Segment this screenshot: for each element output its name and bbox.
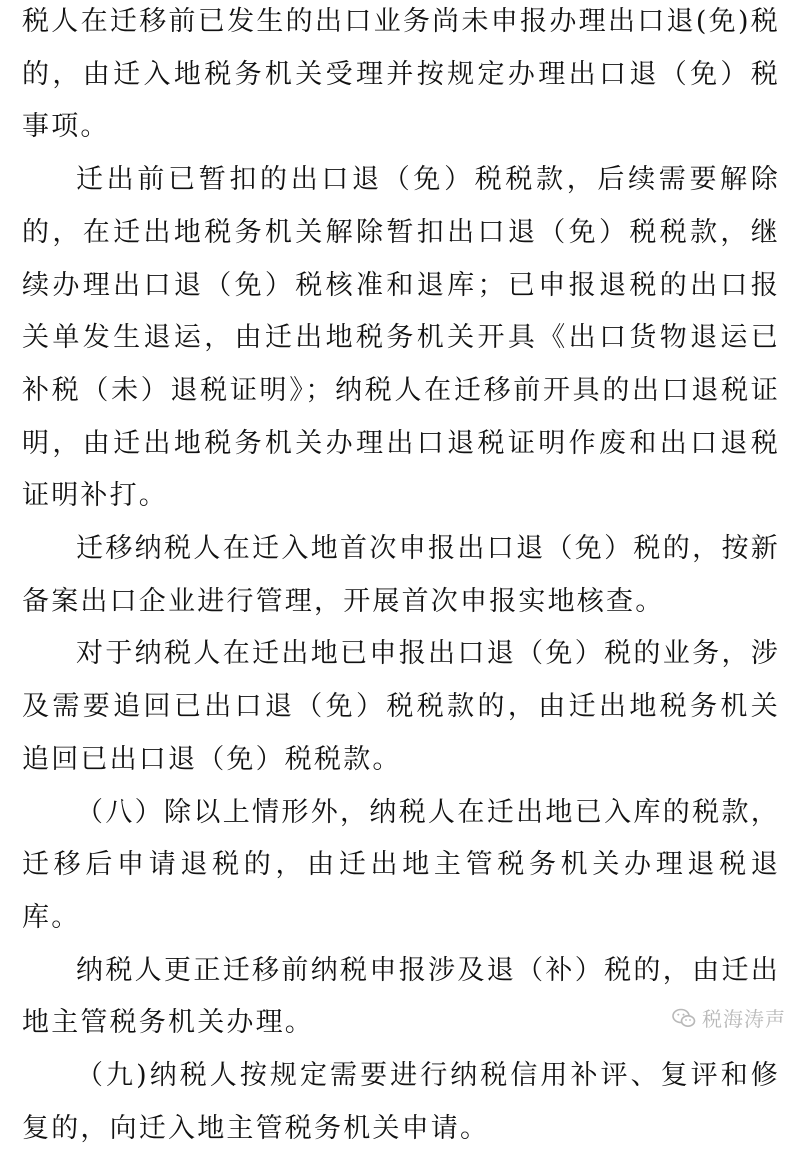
paragraph-4: 对于纳税人在迁出地已申报出口退（免）税的业务，涉及需要追回已出口退（免）税税款的，由迁出地税务机关追回已出口退（免）税税款。 <box>22 638 780 775</box>
paragraph-6: 纳税人更正迁移前纳税申报涉及退（补）税的，由迁出地主管税务机关办理。 <box>22 954 780 1039</box>
watermark <box>672 1003 786 1032</box>
paragraph-7: （九)纳税人按规定需要进行纳税信用补评、复评和修复的，向迁入地主管税务机关申请。 <box>22 1060 780 1144</box>
wechat-icon <box>672 1008 696 1028</box>
paragraph-1: 税人在迁移前已发生的出口业务尚未申报办理出口退(免)税的，由迁入地税务机关受理并按规定办理出口退（免）税事项。 <box>22 6 780 143</box>
paragraph-3: 迁移纳税人在迁入地首次申报出口退（免）税的，按新备案出口企业进行管理，开展首次申报实地核查。 <box>22 533 780 617</box>
watermark-text: 税海涛声 <box>702 1007 786 1031</box>
paragraph-2: 迁出前已暂扣的出口退（免）税税款，后续需要解除的，在迁出地税务机关解除暂扣出口退（免）税税款，继续办理出口退（免）税核准和退库；已申报退税的出口报关单发生退运，由迁出地税务机关开具《出口货物退运已补税（未）退税证明》；纳税人在迁移前开具的出口退税证明，由迁出地税务机关办理出口退税证明作废和出口退税证明补打。 <box>22 164 780 512</box>
paragraph-5: （八）除以上情形外，纳税人在迁出地已入库的税款，迁移后申请退税的，由迁出地主管税务机关办理退税退库。 <box>22 796 780 933</box>
document-body <box>22 0 780 1155</box>
